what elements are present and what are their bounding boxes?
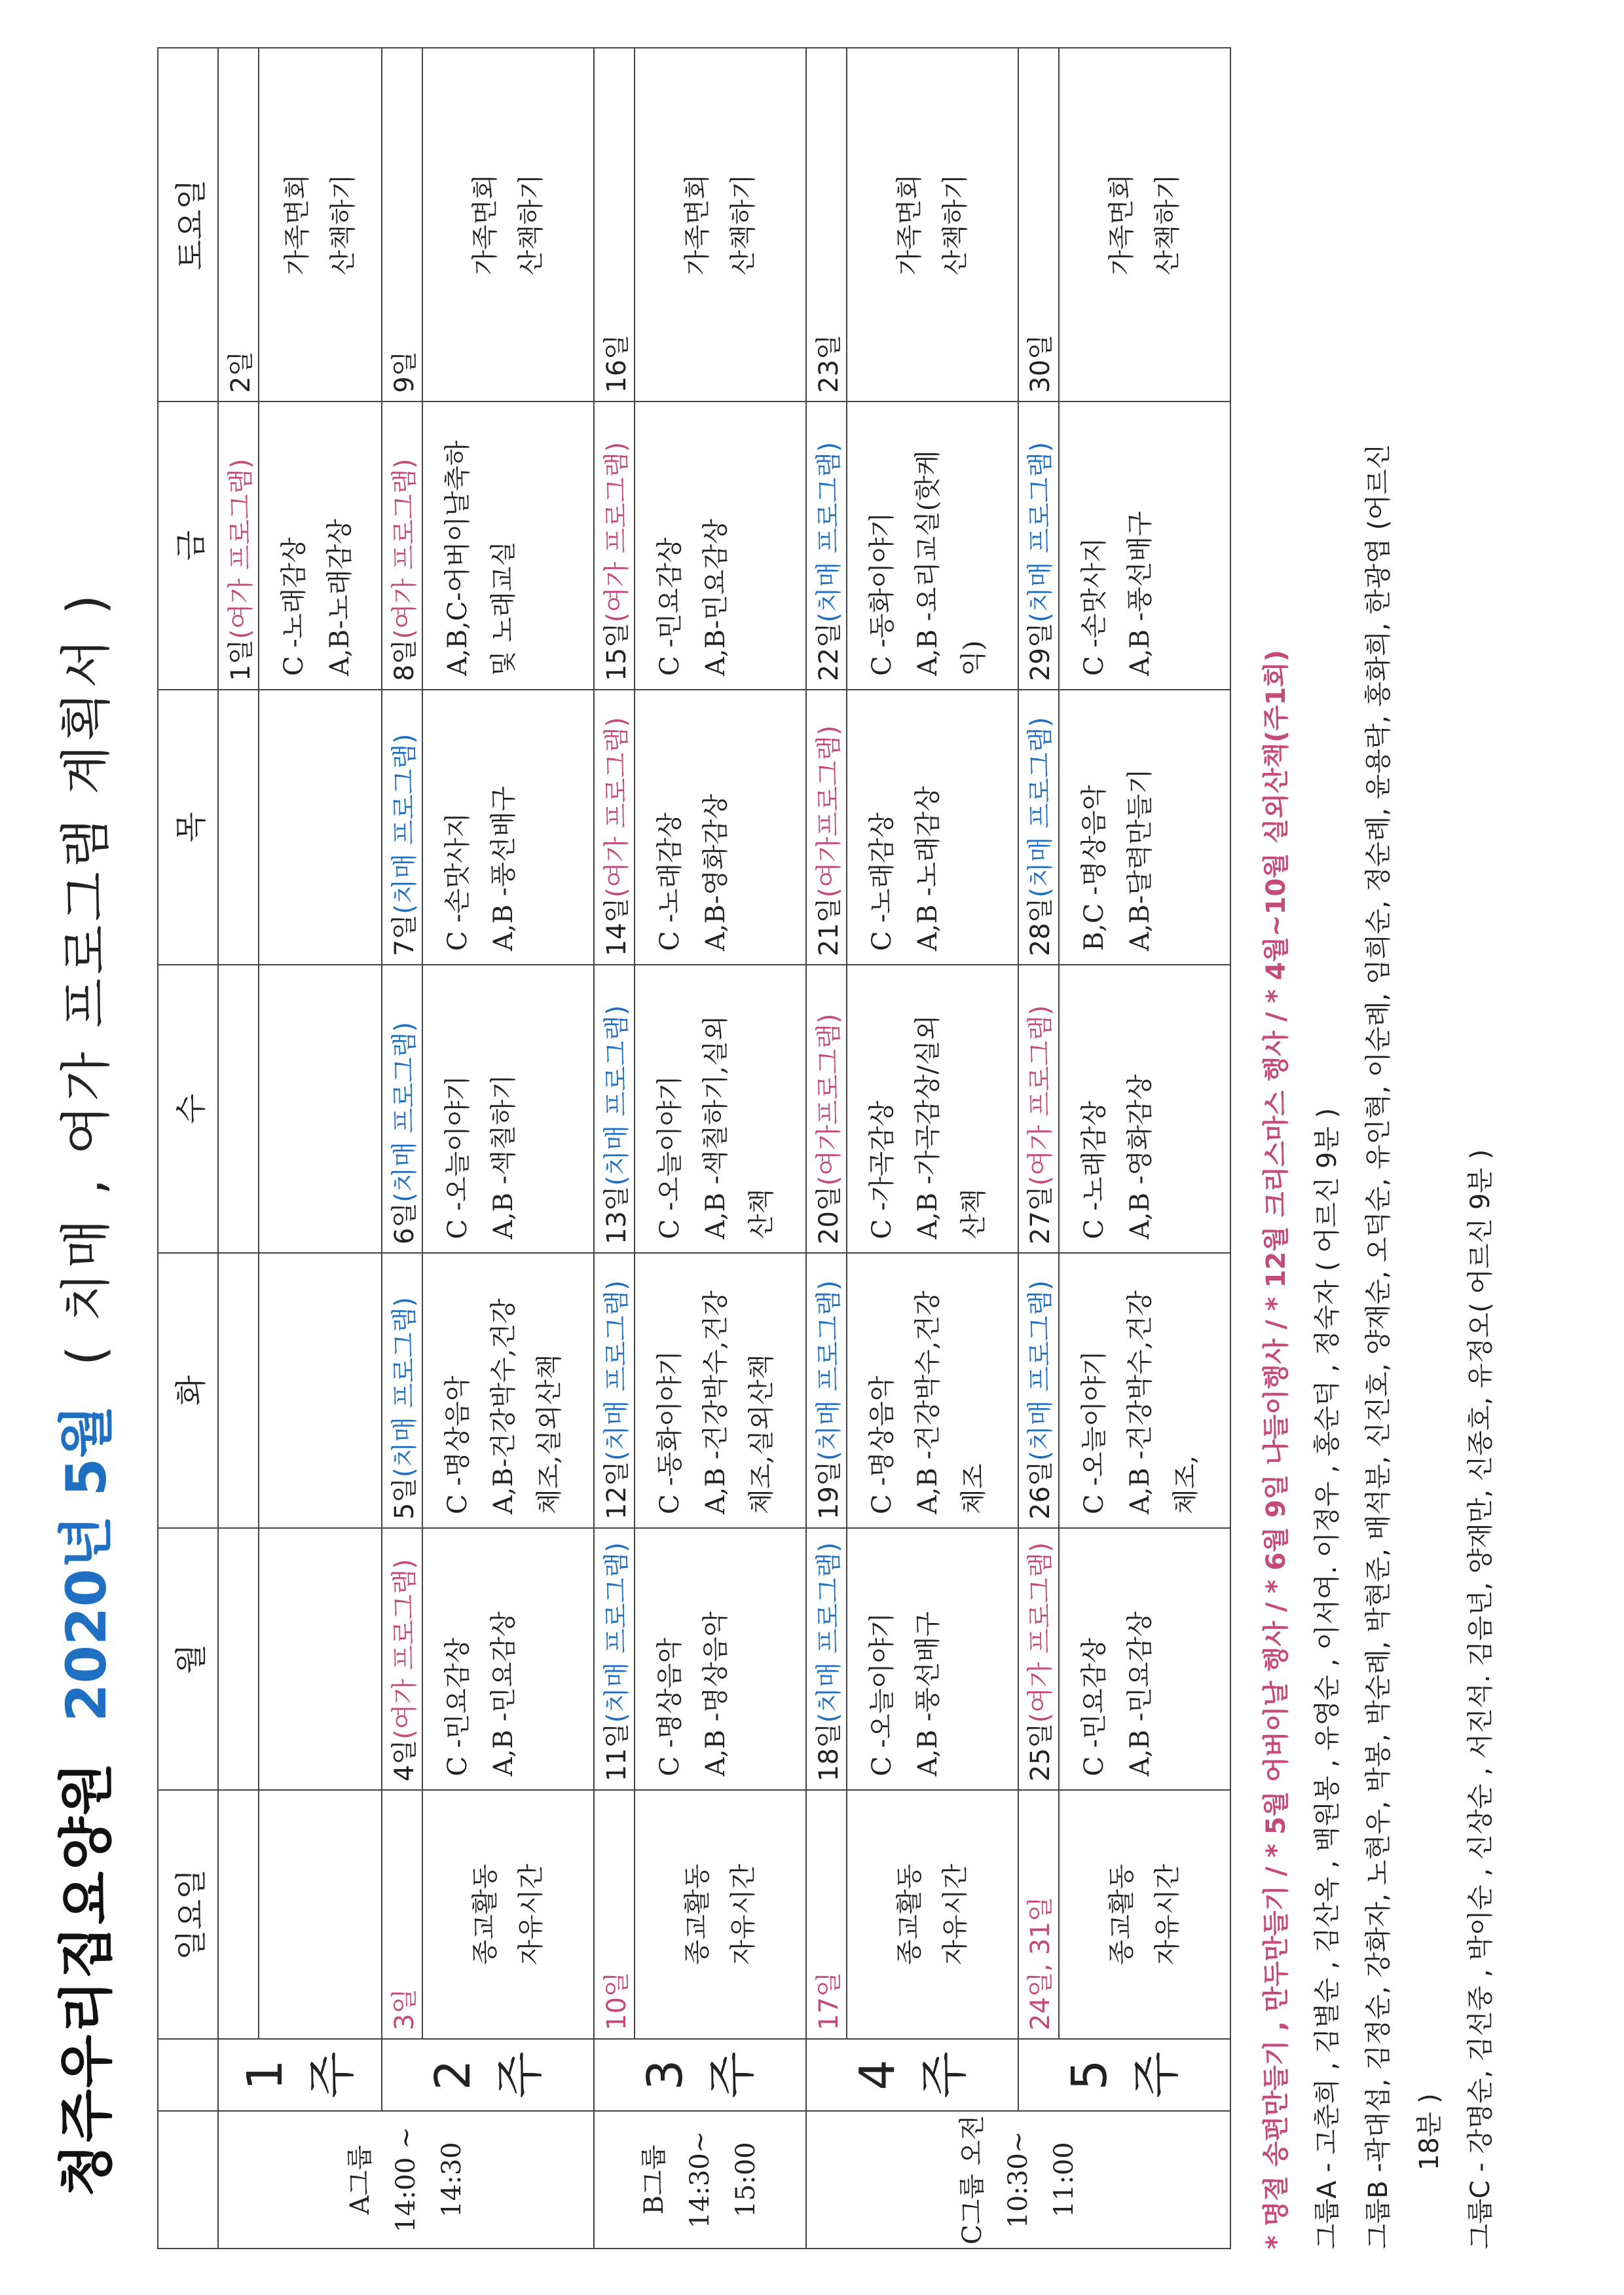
- activity-cell: [422, 48, 594, 401]
- activity-cell: [422, 401, 594, 690]
- date-number: 30일: [1025, 334, 1056, 393]
- group-time: 14:00 ~ 14:30: [391, 2127, 467, 2233]
- activity-cell: [635, 401, 806, 690]
- activity-cell: [422, 1528, 594, 1790]
- activity-line: 종교활동: [470, 1863, 501, 1966]
- activity-cell: [635, 1528, 806, 1790]
- activity-line: A,B -민요감상: [1124, 1611, 1155, 1776]
- activity-line: 가족면회: [470, 174, 501, 276]
- program-type: (치매 프로그램): [1025, 1280, 1056, 1461]
- day-date-cell: [382, 48, 422, 401]
- group-name: C그룹 오전: [957, 2115, 987, 2245]
- activity-cell: [1059, 1253, 1230, 1528]
- day-header: 토요일: [158, 48, 218, 401]
- activity-cell: [635, 48, 806, 401]
- day-date-cell: [1018, 690, 1059, 965]
- date-number: 2일: [225, 350, 256, 393]
- activity-cell: [847, 1528, 1018, 1790]
- activity-cell: [422, 1253, 594, 1528]
- activity-line: A,B-달력만들기: [1124, 768, 1155, 951]
- date-number: 5일: [389, 1477, 420, 1520]
- program-type: (치매 프로그램): [601, 1280, 632, 1461]
- activity-line: C -동화이야기: [867, 512, 897, 676]
- group-b-members: 그룹B -곽대섭, 김정순, 강화자, 노현우, 박봉, 박순례, 박현준, 배석분, 신진호, 양재순, 오덕순, 유인혁, 이순례, 임희순, 정순례, 윤용락, 홍화희, 한광엽 (어르신: [1363, 443, 1393, 2249]
- day-header: 월: [158, 1528, 218, 1790]
- day-date-cell: [594, 1253, 635, 1528]
- activity-line: A,B -노래감상: [913, 786, 943, 951]
- program-type: (치매 프로그램): [389, 1297, 420, 1478]
- activity-line: 체조,: [1170, 1455, 1201, 1514]
- activity-cell: [1059, 1528, 1230, 1790]
- date-number: 28일: [1025, 897, 1056, 956]
- day-date-cell: [218, 690, 259, 965]
- day-date-cell: [218, 48, 259, 401]
- day-header: 목: [158, 690, 218, 965]
- activity-line: A,B -건강박수,건강: [701, 1290, 731, 1514]
- date-number: 20일: [813, 1185, 844, 1244]
- activity-line: 산책하기: [728, 174, 758, 276]
- program-type: (여가 프로그램): [601, 441, 632, 623]
- activity-line: A,B -색칠하기,실외: [701, 1015, 731, 1239]
- week-label: 4주: [806, 2039, 1018, 2111]
- activity-line: 가족면회: [894, 174, 925, 276]
- activity-cell: [259, 965, 382, 1253]
- activity-line: 자유시간: [728, 1863, 758, 1966]
- activity-line: C -노래감상: [1079, 1100, 1109, 1239]
- program-type: (치매 프로그램): [389, 1022, 420, 1203]
- day-date-cell: [382, 1253, 422, 1528]
- day-date-cell: [594, 1790, 635, 2039]
- activity-line: 가족면회: [682, 174, 712, 276]
- day-date-cell: [594, 401, 635, 690]
- facility-name: 청주우리집요양원: [54, 1761, 119, 2197]
- date-number: 29일: [1025, 622, 1056, 681]
- activity-cell: [847, 965, 1018, 1253]
- day-date-cell: [218, 1253, 259, 1528]
- date-number: 12일: [601, 1461, 632, 1520]
- activity-line: A,B-건강박수,건강: [489, 1298, 519, 1514]
- day-header: 금: [158, 401, 218, 690]
- day-date-cell: [1018, 1528, 1059, 1790]
- schedule-table: [157, 47, 1231, 2249]
- document-subtitle: ( 치매 , 여가 프로그램 계획서 ): [57, 590, 116, 1366]
- program-type: (치매 프로그램): [601, 1542, 632, 1723]
- activity-cell: [1059, 965, 1230, 1253]
- date-number: 26일: [1025, 1461, 1056, 1520]
- day-date-cell: [806, 690, 847, 965]
- activity-cell: [422, 1790, 594, 2039]
- week-label: 5주: [1018, 2039, 1230, 2111]
- activity-cell: [1059, 48, 1230, 401]
- date-number: 14일: [601, 897, 632, 956]
- day-header: 수: [158, 965, 218, 1253]
- activity-cell: [635, 1790, 806, 2039]
- day-date-cell: [382, 690, 422, 965]
- date-number: 19일: [813, 1461, 844, 1520]
- activity-line: B,C -명상음악: [1079, 785, 1109, 951]
- activity-line: C -명상음악: [655, 1637, 686, 1776]
- program-type: (여가 프로그램): [601, 717, 632, 898]
- day-date-cell: [382, 965, 422, 1253]
- group-c-members: 그룹C - 강명순, 김선중 , 박이순 , 신상순 , 서진석. 김음년, 양재만, 신종호, 유정오( 어르신 9분 ): [1466, 1149, 1496, 2249]
- date-number: 13일: [601, 1185, 632, 1244]
- activity-line: C -손맛사지: [443, 812, 473, 951]
- activity-line: C -명상음악: [867, 1375, 897, 1514]
- activity-line: C -노래감상: [867, 812, 897, 951]
- group-a-members: 그룹A - 고춘희 , 김별순 , 김산옥 , 백원봉 , 유영순 , 이서여. 이정우 , 홍순덕 , 정숙자 ( 어르신 9분 ): [1312, 1108, 1342, 2249]
- activity-line: 체조,실외산책: [747, 1354, 777, 1514]
- date-number: 25일: [1025, 1723, 1056, 1782]
- program-type: (여가 프로그램): [1025, 1542, 1056, 1723]
- day-date-cell: [806, 48, 847, 401]
- group-b-members-cont: 18분 ): [1414, 2093, 1445, 2171]
- activity-cell: [1059, 690, 1230, 965]
- activity-cell: [259, 1790, 382, 2039]
- day-header: 일요일: [158, 1790, 218, 2039]
- activity-line: 산책하기: [516, 174, 547, 276]
- activity-line: 산책하기: [1152, 174, 1183, 276]
- group-time: 10:30~ 11:00: [1003, 2131, 1079, 2229]
- activity-cell: [847, 48, 1018, 401]
- day-date-cell: [806, 1528, 847, 1790]
- activity-line: A,B -풍선배구: [1124, 511, 1155, 676]
- activity-cell: [847, 690, 1018, 965]
- notes-section: [1251, 35, 1506, 2249]
- activity-line: A,B-노래감상: [325, 519, 355, 676]
- day-date-cell: [594, 965, 635, 1253]
- date-number: 16일: [601, 334, 632, 393]
- activity-cell: [259, 690, 382, 965]
- date-number: 1일: [225, 639, 256, 681]
- group-a-label: [218, 2111, 594, 2248]
- day-date-cell: [382, 401, 422, 690]
- activity-line: A,B -풍선배구: [913, 1611, 943, 1776]
- date-number: 17일: [813, 1971, 844, 2030]
- day-date-cell: [806, 1253, 847, 1528]
- day-header: 화: [158, 1253, 218, 1528]
- activity-line: A,B,C-어버이날축하: [443, 440, 473, 676]
- day-date-cell: [218, 401, 259, 690]
- day-date-cell: [218, 965, 259, 1253]
- day-date-cell: [594, 1528, 635, 1790]
- day-date-cell: [382, 1790, 422, 2039]
- program-type: (치매 프로그램): [813, 1280, 844, 1461]
- activity-line: C -오늘이야기: [655, 1075, 686, 1239]
- activity-line: 산책하기: [328, 174, 359, 276]
- activity-line: C -노래감상: [655, 812, 686, 951]
- date-number: 10일: [601, 1971, 632, 2030]
- activity-line: 산책: [747, 1188, 777, 1239]
- activity-line: 가족면회: [282, 174, 313, 276]
- events-note: * 명절 송편만들기 , 만두만들기 / * 5월 어버이날 행사 / * 6월 9일 나들이행사 / * 12월 크리스마스 행사 / * 4월~10월 실외산책(주1회): [1261, 650, 1291, 2249]
- activity-line: C -가곡감상: [867, 1100, 897, 1239]
- day-date-cell: [382, 1528, 422, 1790]
- program-type: (여가 프로그램): [1025, 1005, 1056, 1186]
- activity-cell: [259, 1528, 382, 1790]
- week-label: 3주: [594, 2039, 806, 2111]
- activity-line: A,B -요리교실(핫케: [913, 450, 943, 676]
- program-type: (치매 프로그램): [1025, 717, 1056, 898]
- activity-line: C -민요감상: [1079, 1637, 1109, 1776]
- group-time: 14:30~ 15:00: [685, 2131, 761, 2229]
- activity-line: C -민요감상: [443, 1637, 473, 1776]
- date-number: 4일: [389, 1739, 420, 1782]
- activity-line: 자유시간: [940, 1863, 970, 1966]
- activity-line: 산책하기: [940, 174, 970, 276]
- day-date-cell: [806, 965, 847, 1253]
- activity-line: A,B -명상음악: [701, 1611, 731, 1776]
- activity-cell: [1059, 401, 1230, 690]
- activity-cell: [259, 48, 382, 401]
- program-type: (치매 프로그램): [389, 734, 420, 914]
- activity-line: A,B -민요감상: [489, 1611, 519, 1776]
- day-date-cell: [218, 1790, 259, 2039]
- activity-cell: [847, 1790, 1018, 2039]
- activity-line: C -오늘이야기: [1079, 1350, 1109, 1514]
- group-name: B그룹: [639, 2144, 669, 2215]
- corner-cell: [158, 2111, 218, 2248]
- activity-line: 가족면회: [1106, 174, 1137, 276]
- activity-line: 종교활동: [1106, 1863, 1137, 1966]
- activity-line: A,B -풍선배구: [489, 786, 519, 951]
- date-number: 8일: [389, 639, 420, 681]
- activity-line: 종교활동: [894, 1863, 925, 1966]
- activity-line: 자유시간: [516, 1863, 547, 1966]
- day-date-cell: [806, 401, 847, 690]
- activity-cell: [635, 690, 806, 965]
- day-date-cell: [806, 1790, 847, 2039]
- group-name: A그룹: [345, 2144, 375, 2215]
- date-number: 18일: [813, 1723, 844, 1782]
- group-b-label: [594, 2111, 806, 2248]
- program-type: (치매 프로그램): [1025, 441, 1056, 623]
- activity-line: A,B -색칠하기: [489, 1074, 519, 1239]
- date-number: 22일: [813, 622, 844, 681]
- activity-cell: [422, 965, 594, 1253]
- program-type: (여가 프로그램): [225, 458, 256, 639]
- day-date-cell: [594, 48, 635, 401]
- activity-line: A,B -건강박수,건강: [1124, 1290, 1155, 1514]
- date-number: 24일, 31일: [1025, 1896, 1056, 2030]
- activity-line: C -오늘이야기: [443, 1075, 473, 1239]
- activity-line: 익): [959, 640, 989, 676]
- day-date-cell: [1018, 48, 1059, 401]
- date-number: 11일: [601, 1723, 632, 1782]
- program-type: (여가 프로그램): [389, 458, 420, 639]
- activity-cell: [635, 1253, 806, 1528]
- activity-cell: [422, 690, 594, 965]
- activity-line: C -명상음악: [443, 1375, 473, 1514]
- activity-line: C -노래감상: [279, 537, 309, 676]
- activity-cell: [1059, 1790, 1230, 2039]
- day-date-cell: [1018, 1790, 1059, 2039]
- date-number: 6일: [389, 1202, 420, 1244]
- day-date-cell: [1018, 965, 1059, 1253]
- day-date-cell: [594, 690, 635, 965]
- program-type: (치매 프로그램): [813, 1542, 844, 1723]
- activity-line: 종교활동: [682, 1863, 712, 1966]
- date-number: 27일: [1025, 1185, 1056, 1244]
- activity-line: C -동화이야기: [655, 1350, 686, 1514]
- corner-cell: [158, 2039, 218, 2111]
- activity-line: 체조,실외산책: [534, 1354, 565, 1514]
- activity-cell: [847, 401, 1018, 690]
- activity-cell: [259, 1253, 382, 1528]
- program-type: (여가 프로그램): [389, 1559, 420, 1740]
- activity-cell: [847, 1253, 1018, 1528]
- day-date-cell: [1018, 401, 1059, 690]
- activity-cell: [635, 965, 806, 1253]
- date-number: 9일: [389, 350, 420, 393]
- program-type: (치매 프로그램): [601, 1005, 632, 1186]
- activity-line: A,B -건강박수,건강: [913, 1290, 943, 1514]
- date-number: 23일: [813, 334, 844, 393]
- activity-line: A,B -영화감상: [1124, 1074, 1155, 1239]
- date-number: 3일: [389, 1988, 420, 2030]
- month-label: 2020년 5월: [54, 1405, 119, 1722]
- activity-line: C -오늘이야기: [867, 1612, 897, 1776]
- day-date-cell: [1018, 1253, 1059, 1528]
- activity-line: 자유시간: [1152, 1863, 1183, 1966]
- activity-line: 산책: [959, 1188, 989, 1239]
- activity-line: A,B-영화감상: [701, 794, 731, 951]
- day-date-cell: [218, 1528, 259, 1790]
- group-c-label: [806, 2111, 1230, 2248]
- activity-line: 및 노래교실: [489, 541, 519, 676]
- week-label: 1주: [218, 2039, 382, 2111]
- date-number: 21일: [813, 897, 844, 956]
- week-label: 2주: [382, 2039, 594, 2111]
- program-type: (여가프로그램): [813, 725, 844, 898]
- activity-line: C -손맛사지: [1079, 537, 1109, 676]
- activity-line: A,B -가곡감상/실외: [913, 1015, 943, 1239]
- activity-line: A,B-민요감상: [701, 519, 731, 676]
- activity-line: 체조: [959, 1463, 989, 1514]
- activity-cell: [259, 401, 382, 690]
- program-type: (여가프로그램): [813, 1013, 844, 1186]
- date-number: 7일: [389, 914, 420, 956]
- page-title: [26, 591, 138, 2197]
- program-type: (치매 프로그램): [813, 441, 844, 623]
- date-number: 15일: [601, 622, 632, 681]
- activity-line: C -민요감상: [655, 537, 686, 676]
